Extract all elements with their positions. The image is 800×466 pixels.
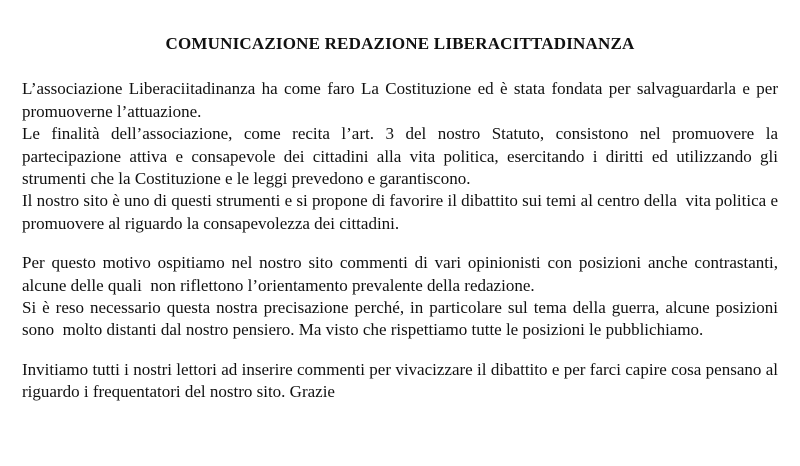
blank-line (22, 235, 778, 252)
document-title: COMUNICAZIONE REDAZIONE LIBERACITTADINANZA (165, 34, 635, 53)
paragraph-statute-goals: Le finalità dell’associazione, come recita l’art. 3 del nostro Statuto, consistono nel promuovere la partecipazione attiva e consapevole dei cittadini alla vita politica, esercitando i diritti ed utilizzando gli strumenti che la Costituzione e le leggi prevedono e garantiscono. (22, 124, 783, 189)
paragraph-clarification-war: Si è reso necessario questa nostra precisazione perché, in particolare sul tema della guerra, alcune posizioni sono molto distanti dal nostro pensiero. Ma visto che rispettiamo tutte le posizioni le pubblichiamo. (22, 298, 783, 340)
blank-line (22, 342, 778, 359)
paragraph-site-purpose: Il nostro sito è uno di questi strumenti e si propone di favorire il dibattito sui temi al centro della vita politica e promuovere al riguardo la consapevolezza dei cittadini. (22, 191, 783, 233)
paragraph-invitation-comments: Invitiamo tutti i nostri lettori ad inserire commenti per vivacizzare il dibattito e per farci capire cosa pensano al riguardo i frequentatori del nostro sito. Grazie (22, 359, 783, 402)
paragraph-association-intro: L’associazione Liberaciitadinanza ha come faro La Costituzione ed è stata fondata per salvaguardarla e per promuoverne l’attuazione. (22, 79, 783, 121)
blank-line (22, 55, 778, 78)
paragraph-opinions-hosted: Per questo motivo ospitiamo nel nostro sito commenti di vari opinionisti con posizioni anche contrastanti, alcune delle quali non riflettono l’orientamento prevalente della redazione. (22, 253, 783, 295)
